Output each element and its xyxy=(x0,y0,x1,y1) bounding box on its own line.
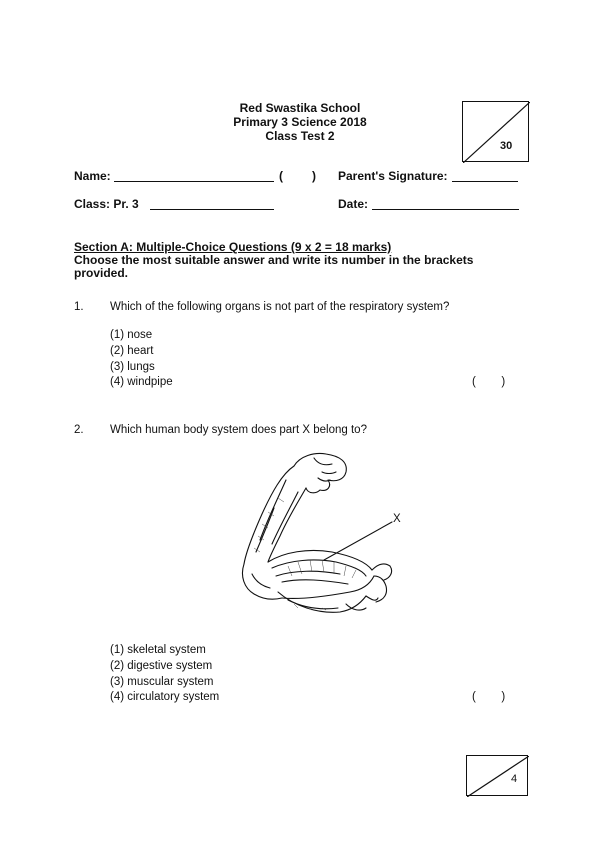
school-name: Red Swastika School xyxy=(239,101,361,115)
question-1-option-3: (3) lungs xyxy=(110,361,155,373)
question-2-option-1: (1) skeletal system xyxy=(110,644,206,656)
figure-label-x: X xyxy=(393,513,401,525)
question-1-answer-bracket[interactable]: ( ) xyxy=(472,376,506,388)
class-field[interactable] xyxy=(150,209,274,210)
name-field[interactable] xyxy=(114,181,274,182)
page-score: 4 xyxy=(511,773,518,785)
parent-signature-label: Parent's Signature: xyxy=(338,169,448,183)
question-2-text: Which human body system does part X belong to? xyxy=(110,424,367,436)
date-label: Date: xyxy=(338,197,369,211)
register-number-close: ) xyxy=(312,169,316,183)
subject-title: Primary 3 Science 2018 xyxy=(233,115,367,129)
question-2-answer-bracket[interactable]: ( ) xyxy=(472,691,506,703)
question-1-number: 1. xyxy=(74,301,84,313)
test-title: Class Test 2 xyxy=(265,129,335,143)
score-box-diagonal xyxy=(463,102,530,163)
page-score-diagonal xyxy=(467,756,529,797)
question-2-number: 2. xyxy=(74,424,84,436)
question-2-option-2: (2) digestive system xyxy=(110,660,213,672)
total-score-box xyxy=(462,101,529,162)
parent-signature-field[interactable] xyxy=(452,181,518,182)
page-score-box xyxy=(466,755,528,796)
total-marks: 30 xyxy=(500,140,513,152)
register-number-open: ( xyxy=(279,169,283,183)
arm-muscle-illustration xyxy=(228,448,420,620)
question-1-option-4: (4) windpipe xyxy=(110,376,173,388)
section-instructions-2: provided. xyxy=(74,266,129,280)
question-2-option-3: (3) muscular system xyxy=(110,676,214,688)
section-title: Section A: Multiple-Choice Questions (9 x 2 = 18 marks) xyxy=(74,240,392,254)
class-label: Class: Pr. 3 xyxy=(74,197,139,211)
name-label: Name: xyxy=(74,169,111,183)
section-instructions-1: Choose the most suitable answer and write its number in the brackets xyxy=(74,253,474,267)
question-1-option-1: (1) nose xyxy=(110,329,153,341)
question-2-option-4: (4) circulatory system xyxy=(110,691,220,703)
date-field[interactable] xyxy=(372,209,519,210)
question-1-text: Which of the following organs is not part of the respiratory system? xyxy=(110,301,450,313)
question-1-option-2: (2) heart xyxy=(110,345,154,357)
